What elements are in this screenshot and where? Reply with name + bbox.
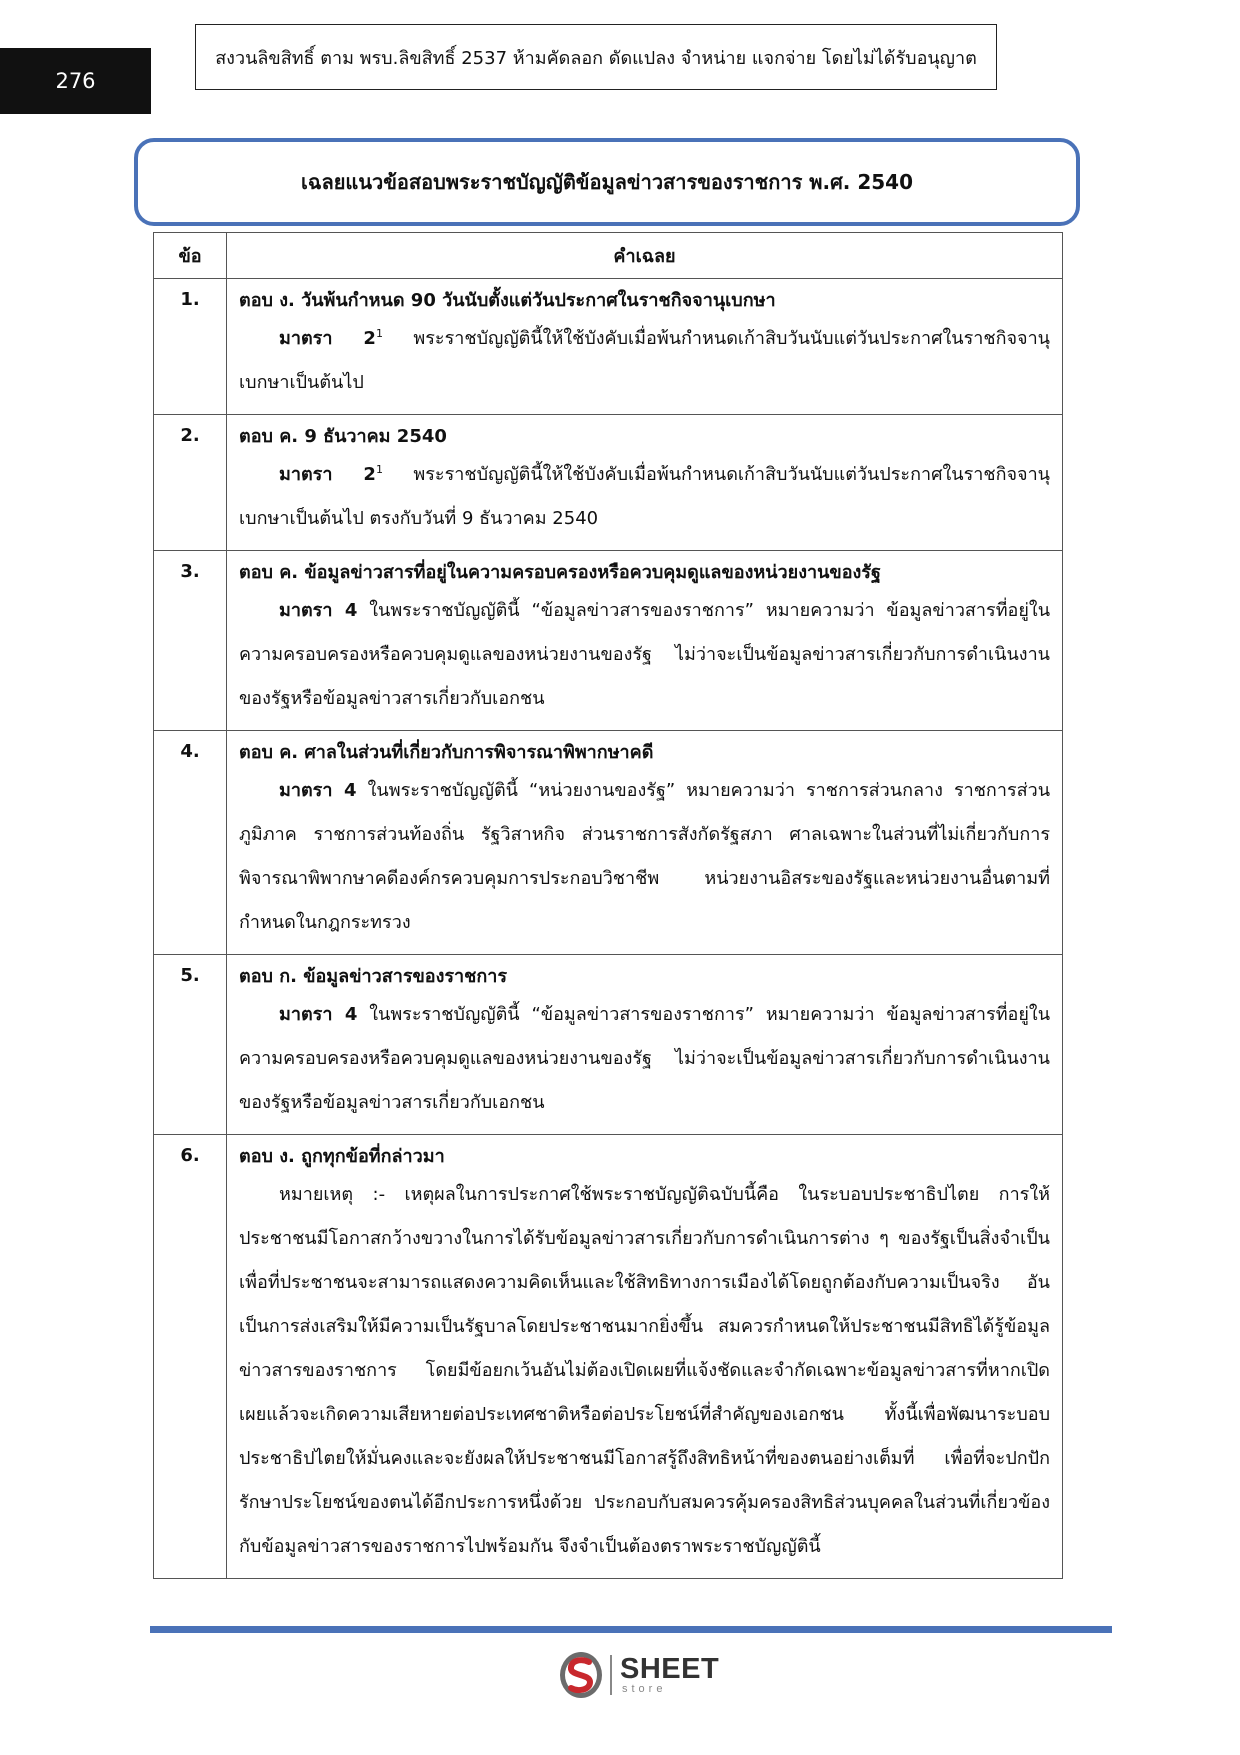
copyright-notice: สงวนลิขสิทธิ์ ตาม พรบ.ลิขสิทธิ์ 2537 ห้ามคัดลอก ดัดแปลง จำหน่าย แจกจ่าย โดยไม่ได้รับอนุญาต <box>195 24 997 90</box>
law-ref: มาตรา 4 <box>279 1004 358 1025</box>
table-row <box>154 415 1063 551</box>
law-ref: มาตรา 2 <box>279 464 376 485</box>
page-number: 276 <box>0 48 151 114</box>
logo-name: SHEET <box>620 1653 720 1685</box>
table-row <box>154 551 1063 731</box>
answer-explanation <box>239 769 1050 945</box>
answer-explanation: หมายเหตุ :- เหตุผลในการประกาศใช้พระราชบัญญัติฉบับนี้คือ ในระบอบประชาธิปไตย การให้ประชาชนมีโอกาสกว้างขวางในการได้รับข้อมูลข่าวสารเกี่ยวกับการดำเนินการต่าง ๆ ของรัฐเป็นสิ่งจำเป็น เพื่อที่ประชาชนจะสามารถแสดงความคิดเห็นและใช้สิทธิทางการเมืองได้โดยถูกต้องกับความเป็นจริง อันเป็นการส่งเสริมให้มีความเป็นรัฐบาลโดยประชาชนมากยิ่งขึ้น สมควรกำหนดให้ประชาชนมีสิทธิได้รู้ข้อมูลข่าวสารของราชการ โดยมีข้อยกเว้นอันไม่ต้องเปิดเผยที่แจ้งชัดและจำกัดเฉพาะข้อมูลข่าวสารที่หากเปิดเผยแล้วจะเกิดความเสียหายต่อประเทศชาติหรือต่อประโยชน์ที่สำคัญของเอกชน ทั้งนี้เพื่อพัฒนาระบอบประชาธิปไตยให้มั่นคงและจะยังผลให้ประชาชนมีโอกาสรู้ถึงสิทธิหน้าที่ของตนอย่างเต็มที่ เพื่อที่จะปกปักรักษาประโยชน์ของตนได้อีกประการหนึ่งด้วย ประกอบกับสมควรคุ้มครองสิทธิส่วนบุคคลในส่วนที่เกี่ยวข้องกับข้อมูลข่าวสารของราชการไปพร้อมกัน จึงจำเป็นต้องตราพระราชบัญญัตินี้ <box>239 1184 1050 1557</box>
answer-choice: ตอบ ค. 9 ธันวาคม 2540 <box>239 426 447 447</box>
logo-subtitle: store <box>622 1683 667 1695</box>
law-ref: มาตรา 4 <box>279 600 358 621</box>
answer-choice: ตอบ ค. ข้อมูลข่าวสารที่อยู่ในความครอบครองหรือควบคุมดูแลของหน่วยงานของรัฐ <box>239 562 881 583</box>
header-answer: คำเฉลย <box>227 233 1063 279</box>
answer-cell <box>227 1135 1063 1579</box>
answer-explanation <box>239 317 1050 405</box>
answer-cell <box>227 551 1063 731</box>
answer-table <box>153 232 1063 1579</box>
explanation-text: ในพระราชบัญญัตินี้ “ข้อมูลข่าวสารของราชการ” หมายความว่า ข้อมูลข่าวสารที่อยู่ในความครอบครองหรือควบคุมดูแลของหน่วยงานของรัฐ ไม่ว่าจะเป็นข้อมูลข่าวสารเกี่ยวกับการดำเนินงานของรัฐหรือข้อมูลข่าวสารเกี่ยวกับเอกชน <box>239 600 1051 709</box>
row-number: 1. <box>154 279 227 415</box>
law-ref: มาตรา 2 <box>279 328 376 349</box>
sheet-store-logo <box>558 1650 719 1700</box>
answer-choice: ตอบ ก. ข้อมูลข่าวสารของราชการ <box>239 966 508 987</box>
page-title: เฉลยแนวข้อสอบพระราชบัญญัติข้อมูลข่าวสารของราชการ พ.ศ. 2540 <box>134 138 1080 226</box>
answer-choice: ตอบ ค. ศาลในส่วนที่เกี่ยวกับการพิจารณาพิพากษาคดี <box>239 742 654 763</box>
answer-explanation <box>239 993 1050 1125</box>
answer-cell <box>227 415 1063 551</box>
explanation-text: พระราชบัญญัตินี้ให้ใช้บังคับเมื่อพ้นกำหนดเก้าสิบวันนับแต่วันประกาศในราชกิจจานุเบกษาเป็นต้นไป <box>239 328 1050 393</box>
answer-choice: ตอบ ง. วันพ้นกำหนด 90 วันนับตั้งแต่วันประกาศในราชกิจจานุเบกษา <box>239 290 776 311</box>
sheet-logo-icon <box>558 1650 604 1700</box>
answer-cell <box>227 731 1063 955</box>
footnote-mark: 1 <box>375 463 383 476</box>
header-no: ข้อ <box>154 233 227 279</box>
answer-explanation <box>239 589 1050 721</box>
explanation-text: ในพระราชบัญญัตินี้ “ข้อมูลข่าวสารของราชการ” หมายความว่า ข้อมูลข่าวสารที่อยู่ในความครอบครองหรือควบคุมดูแลของหน่วยงานของรัฐ ไม่ว่าจะเป็นข้อมูลข่าวสารเกี่ยวกับการดำเนินงานของรัฐหรือข้อมูลข่าวสารเกี่ยวกับเอกชน <box>239 1004 1051 1113</box>
answer-cell <box>227 279 1063 415</box>
table-row <box>154 1135 1063 1579</box>
table-row <box>154 731 1063 955</box>
logo-wordmark <box>620 1655 719 1695</box>
table-header-row <box>154 233 1063 279</box>
footer-divider <box>150 1626 1112 1633</box>
answer-cell <box>227 955 1063 1135</box>
table-row <box>154 279 1063 415</box>
row-number: 5. <box>154 955 227 1135</box>
table-row <box>154 955 1063 1135</box>
answer-explanation <box>239 453 1050 541</box>
logo-separator <box>610 1655 612 1695</box>
row-number: 6. <box>154 1135 227 1579</box>
answer-choice: ตอบ ง. ถูกทุกข้อที่กล่าวมา <box>239 1146 445 1167</box>
row-number: 3. <box>154 551 227 731</box>
footnote-mark: 1 <box>375 327 383 340</box>
law-ref: มาตรา 4 <box>279 780 357 801</box>
explanation-text: ในพระราชบัญญัตินี้ “หน่วยงานของรัฐ” หมายความว่า ราชการส่วนกลาง ราชการส่วนภูมิภาค ราชการส่วนท้องถิ่น รัฐวิสาหกิจ ส่วนราชการสังกัดรัฐสภา ศาลเฉพาะในส่วนที่ไม่เกี่ยวกับการพิจารณาพิพากษาคดีองค์กรควบคุมการประกอบวิชาชีพ หน่วยงานอิสระของรัฐและหน่วยงานอื่นตามที่กำหนดในกฎกระทรวง <box>239 780 1051 933</box>
row-number: 4. <box>154 731 227 955</box>
row-number: 2. <box>154 415 227 551</box>
explanation-text: พระราชบัญญัตินี้ให้ใช้บังคับเมื่อพ้นกำหนดเก้าสิบวันนับแต่วันประกาศในราชกิจจานุเบกษาเป็นต้นไป ตรงกับวันที่ 9 ธันวาคม 2540 <box>239 464 1050 529</box>
